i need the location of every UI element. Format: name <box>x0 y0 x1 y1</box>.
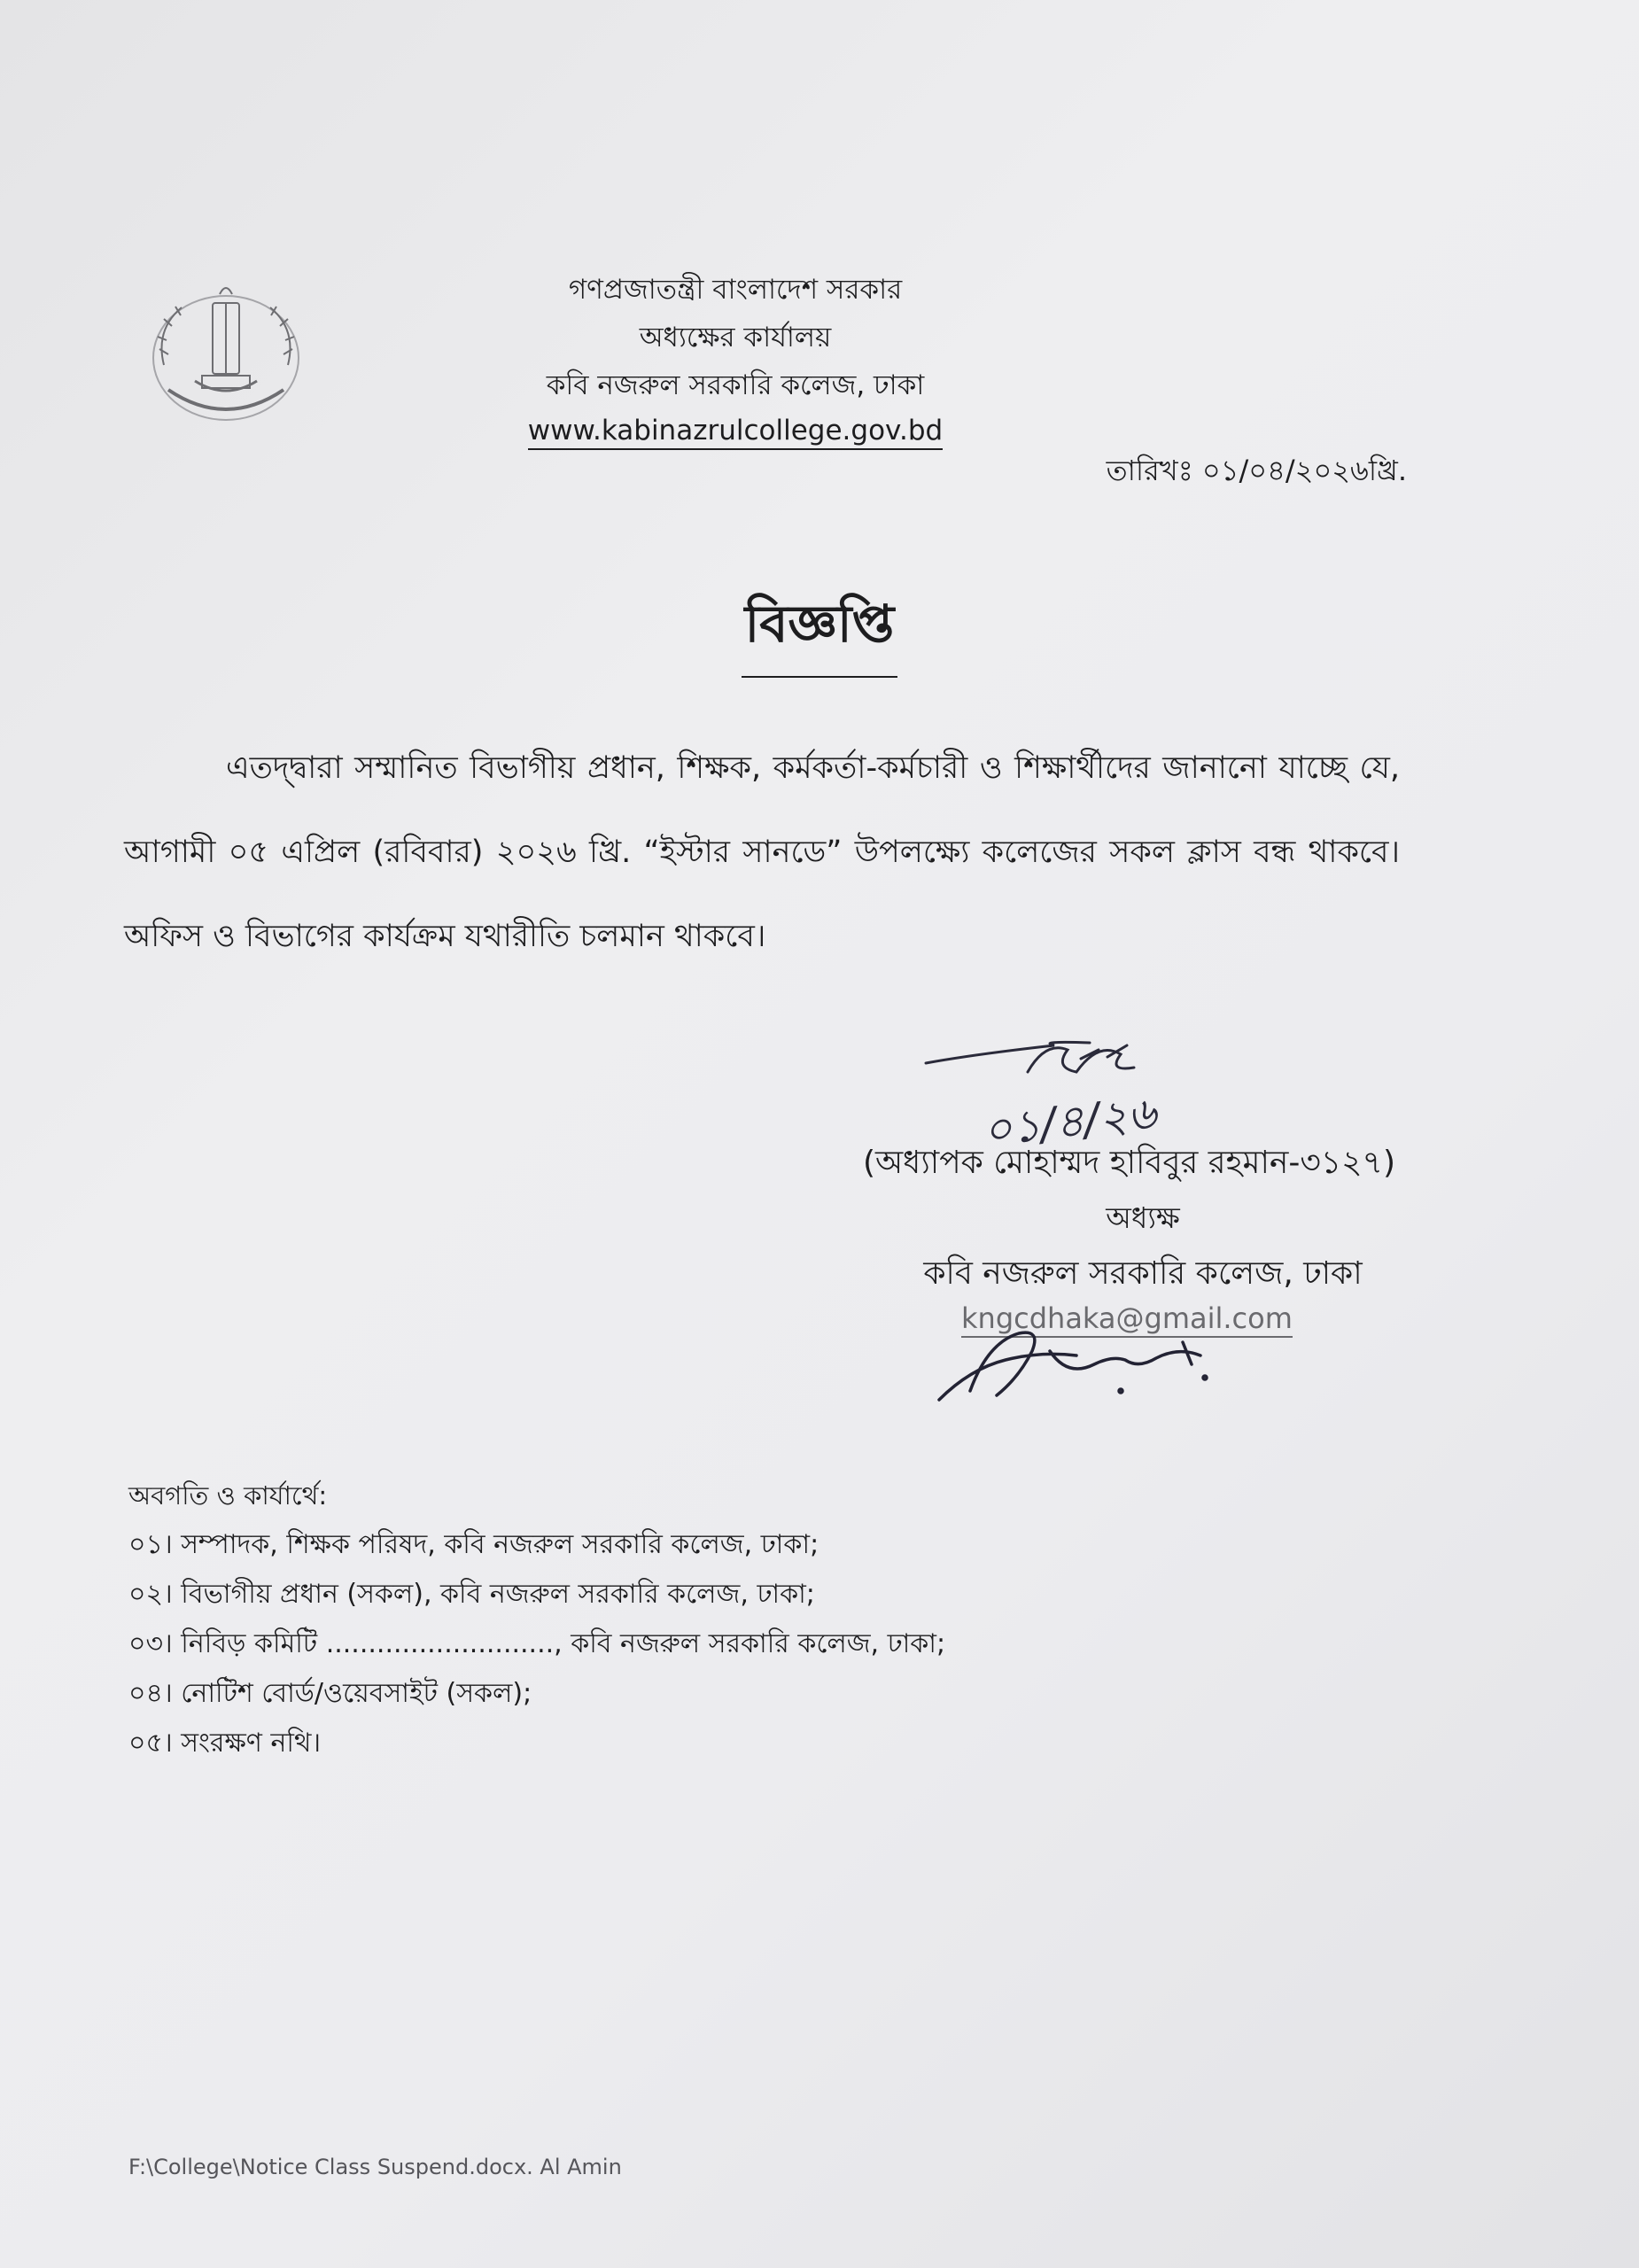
notice-title <box>0 585 1639 678</box>
signatory-block <box>780 1136 1506 1302</box>
office-name: অধ্যক্ষের কার্যালয় <box>639 322 832 353</box>
distribution-item: ০৪। নোটিশ বোর্ড/ওয়েবসাইট (সকল); <box>128 1678 532 1709</box>
distribution-heading: অবগতি ও কার্যার্থে: <box>128 1480 328 1511</box>
distribution-item: ০২। বিভাগীয় প্রধান (সকল), কবি নজরুল সরকারি কলেজ, ঢাকা; <box>128 1579 815 1610</box>
college-name: কবি নজরুল সরকারি কলেজ, ঢাকা <box>546 369 925 401</box>
signatory-college: কবি নজরুল সরকারি কলেজ, ঢাকা <box>923 1255 1363 1292</box>
signatory-name: (অধ্যাপক মোহাম্মদ হাবিবুর রহমান-৩১২৭) <box>862 1145 1395 1181</box>
notice-title-text: বিজ্ঞপ্তি <box>742 585 898 678</box>
letterhead <box>381 266 1090 450</box>
signatory-designation: অধ্যক্ষ <box>1106 1200 1180 1235</box>
distribution-item: ০৩। নিবিড় কমিটি ..........................., কবি নজরুল সরকারি কলেজ, ঢাকা; <box>128 1628 946 1659</box>
notice-body: এতদ্দ্বারা সম্মানিত বিভাগীয় প্রধান, শিক্ষক, কর্মকর্তা-কর্মচারী ও শিক্ষার্থীদের জানানো যাচ্ছে যে, আগামী ০৫ এপ্রিল (রবিবার) ২০২৬ খ্রি. “ইস্টার সানডে” উপলক্ষ্যে কলেজের সকল ক্লাস বন্ধ থাকবে। অফিস ও বিভাগের কার্যক্রম যথারীতি চলমান থাকবে। <box>124 750 1400 954</box>
distribution-list <box>128 1471 1280 1768</box>
handwritten-date: ০১/৪/২৬ <box>980 1087 1159 1157</box>
contact-email[interactable]: kngcdhaka@gmail.com <box>961 1301 1293 1338</box>
file-path-footer: F:\College\Notice Class Suspend.docx. Al Amin <box>128 2155 622 2179</box>
distribution-item: ০১। সম্পাদক, শিক্ষক পরিষদ, কবি নজরুল সরকারি কলেজ, ঢাকা; <box>128 1529 820 1560</box>
website-link[interactable]: www.kabinazrulcollege.gov.bd <box>528 413 943 450</box>
distribution-item: ০৫। সংরক্ষণ নথি। <box>128 1728 322 1759</box>
principal-signature <box>935 1316 1254 1413</box>
government-name: গণপ্রজাতন্ত্রী বাংলাদেশ সরকার <box>568 274 903 306</box>
government-seal-icon <box>142 276 310 432</box>
notice-date: তারিখঃ ০১/০৪/২০২৬খ্রি. <box>1106 454 1407 487</box>
